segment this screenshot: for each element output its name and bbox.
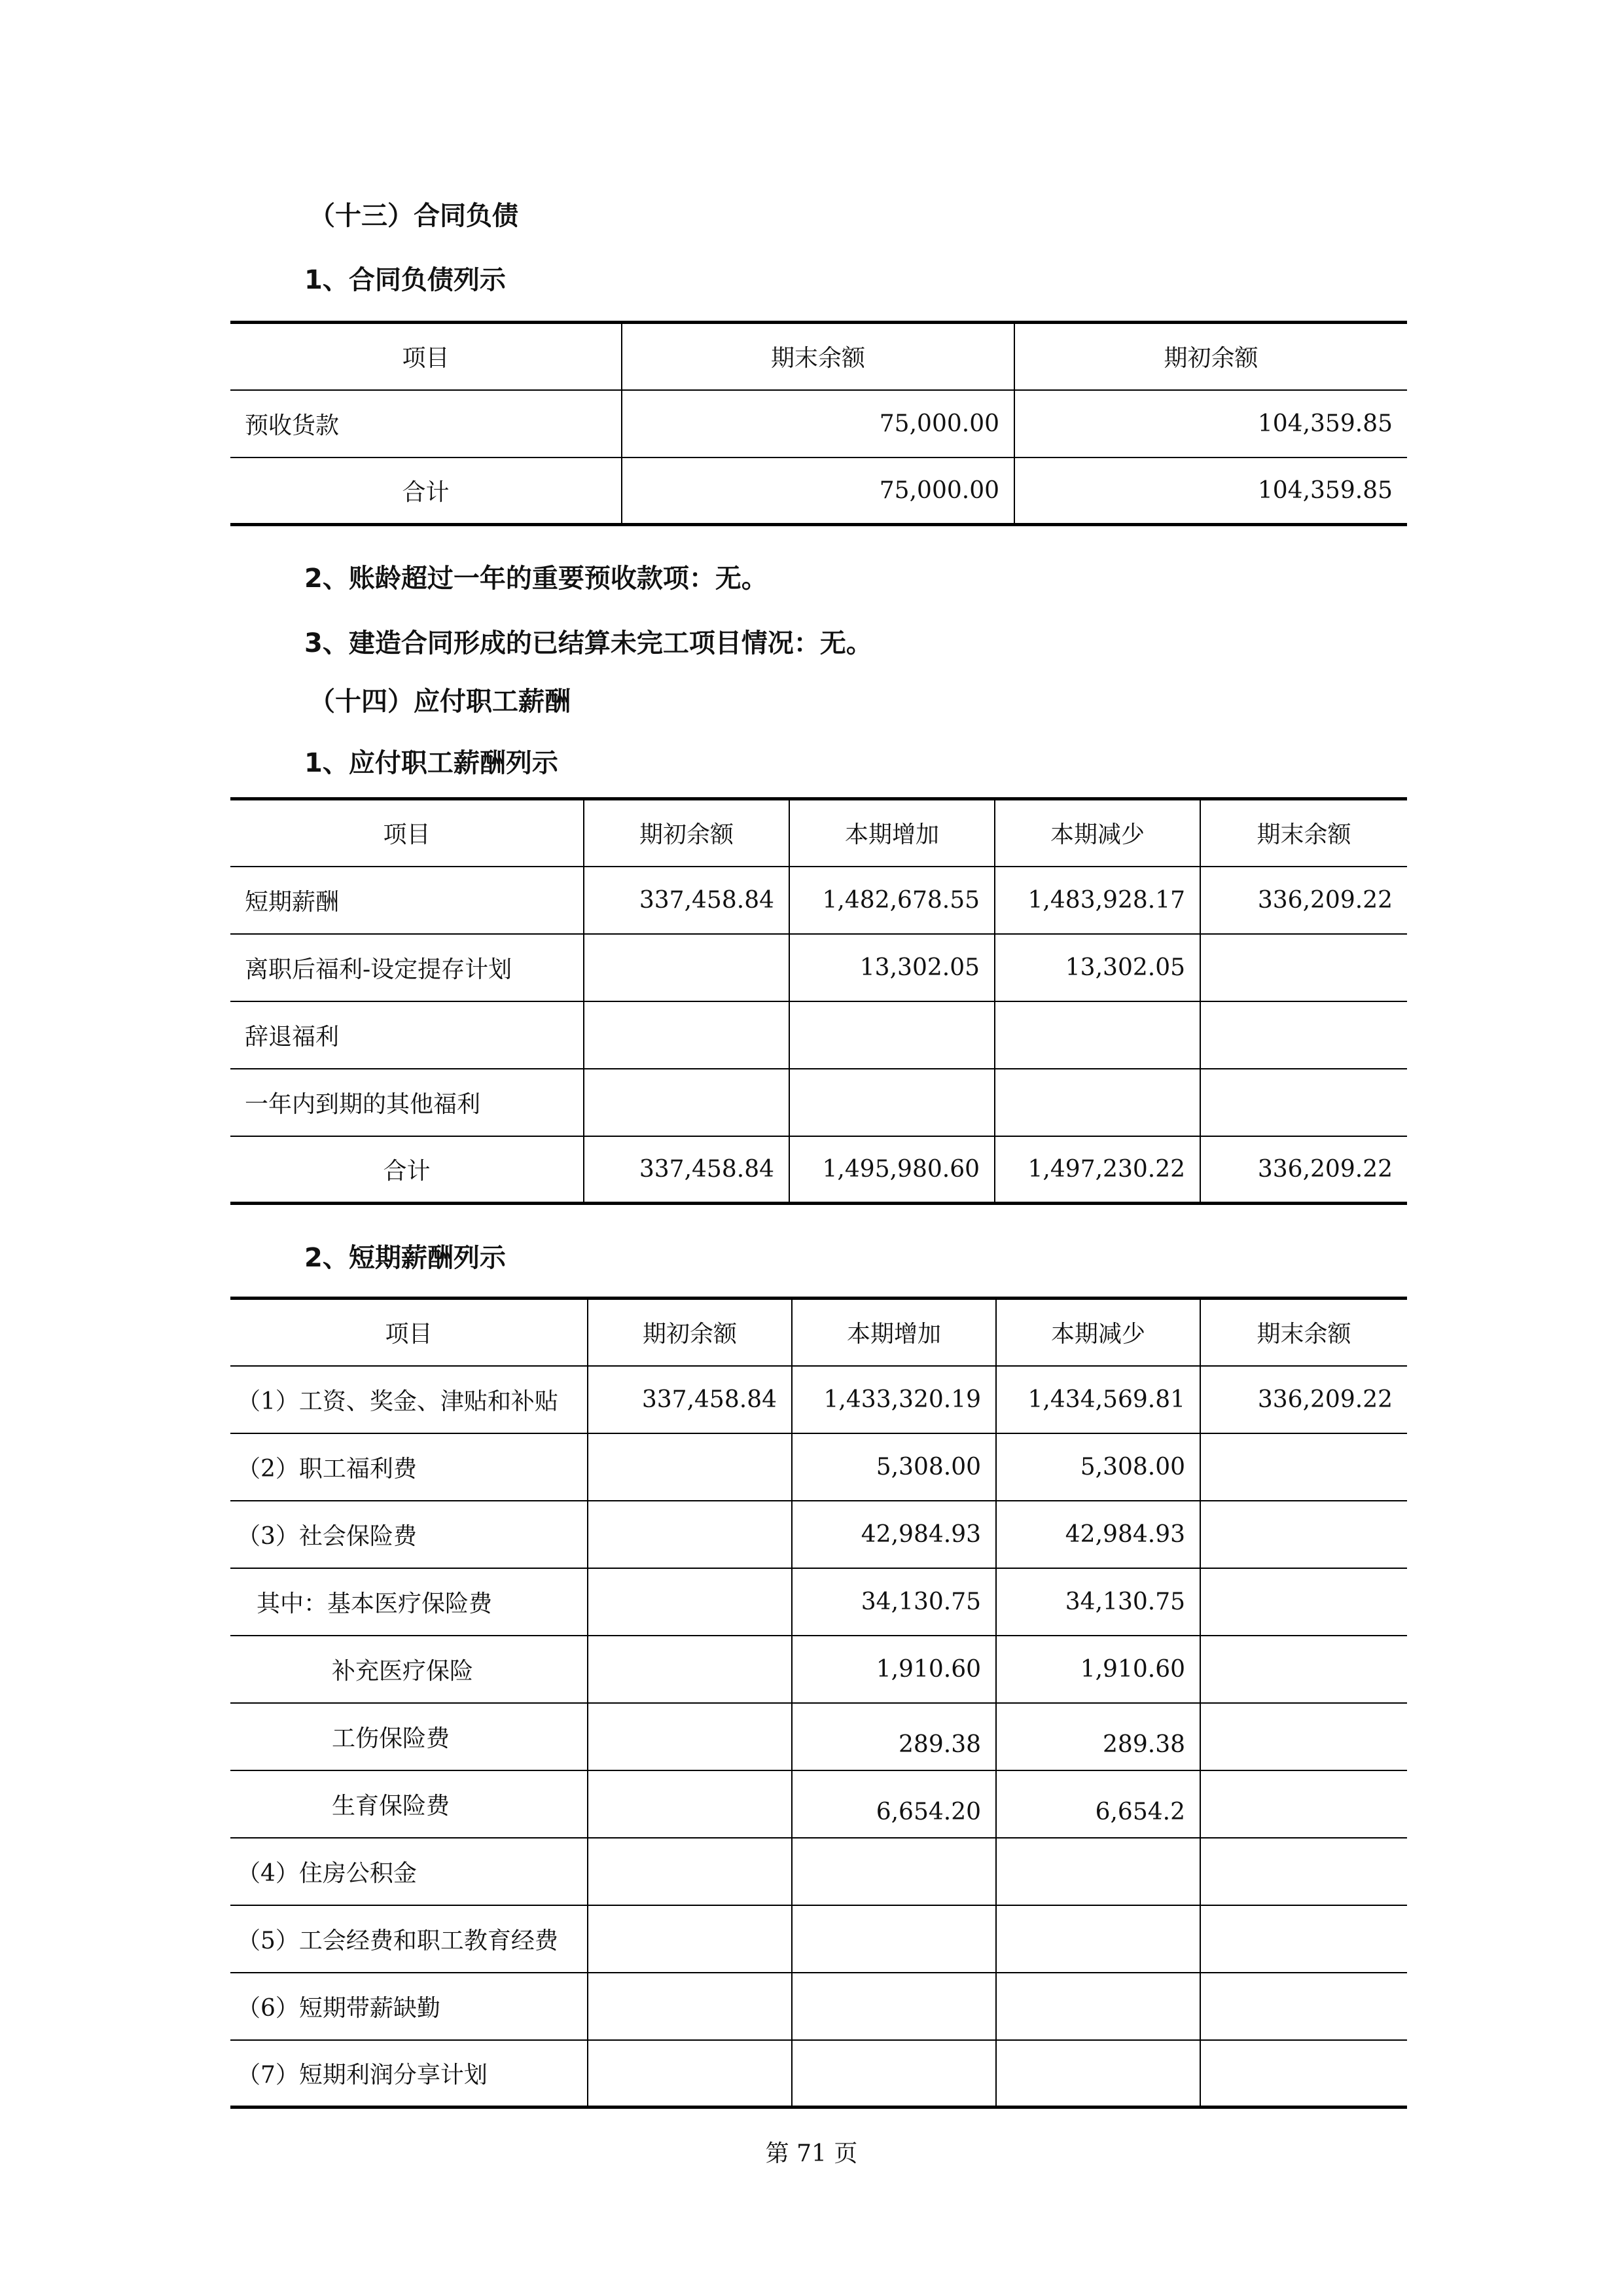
cell-value: 289.38 bbox=[792, 1703, 996, 1770]
payroll-table bbox=[230, 797, 1407, 1205]
row-label: 预收货款 bbox=[230, 390, 622, 457]
cell-value bbox=[996, 1838, 1200, 1905]
table-row bbox=[230, 867, 1407, 934]
contract-liabilities-subtitle: 1、合同负债列示 bbox=[304, 265, 506, 295]
row-label: 一年内到期的其他福利 bbox=[230, 1069, 584, 1136]
cell-value: 6,654.2 bbox=[996, 1770, 1200, 1838]
cell-value: 1,497,230.22 bbox=[995, 1136, 1200, 1204]
table-row bbox=[230, 1433, 1407, 1501]
cell-value: 42,984.93 bbox=[792, 1501, 996, 1568]
cell-value bbox=[792, 1973, 996, 2040]
table-row bbox=[230, 1770, 1407, 1838]
row-label: （2）职工福利费 bbox=[230, 1433, 588, 1501]
table-row bbox=[230, 1905, 1407, 1973]
contract-liabilities-table bbox=[230, 321, 1407, 526]
row-label: 其中：基本医疗保险费 bbox=[230, 1568, 588, 1636]
cell-value: 337,458.84 bbox=[588, 1366, 792, 1433]
row-label: 离职后福利-设定提存计划 bbox=[230, 934, 584, 1001]
cell-value bbox=[789, 1001, 995, 1069]
cell-value: 5,308.00 bbox=[792, 1433, 996, 1501]
cell-value bbox=[1200, 1973, 1407, 2040]
cell-value bbox=[996, 2040, 1200, 2108]
cell-value bbox=[995, 1069, 1200, 1136]
cell-value bbox=[588, 1433, 792, 1501]
table-row bbox=[230, 390, 1407, 457]
table-row bbox=[230, 1703, 1407, 1770]
cell-value bbox=[584, 1001, 789, 1069]
section-14-title: （十四）应付职工薪酬 bbox=[309, 687, 571, 717]
cell-value bbox=[1200, 1703, 1407, 1770]
row-label: 合计 bbox=[230, 457, 622, 525]
cell-value: 42,984.93 bbox=[996, 1501, 1200, 1568]
cell-value bbox=[1200, 1069, 1407, 1136]
row-label: （7）短期利润分享计划 bbox=[230, 2040, 588, 2108]
table-header-row bbox=[230, 323, 1407, 390]
cell-value bbox=[1200, 1838, 1407, 1905]
cell-value bbox=[1200, 1001, 1407, 1069]
table-row bbox=[230, 1366, 1407, 1433]
cell-value bbox=[588, 1703, 792, 1770]
table-header-row bbox=[230, 799, 1407, 867]
col-header-item: 项目 bbox=[230, 323, 622, 390]
row-label: 生育保险费 bbox=[230, 1770, 588, 1838]
cell-value: 13,302.05 bbox=[789, 934, 995, 1001]
row-label: 辞退福利 bbox=[230, 1001, 584, 1069]
cell-value bbox=[1200, 1501, 1407, 1568]
col-header-increase: 本期增加 bbox=[789, 799, 995, 867]
row-label: （6）短期带薪缺勤 bbox=[230, 1973, 588, 2040]
cell-value bbox=[995, 1001, 1200, 1069]
cell-value: 5,308.00 bbox=[996, 1433, 1200, 1501]
cell-value bbox=[1200, 1770, 1407, 1838]
cell-value bbox=[588, 1838, 792, 1905]
cell-value: 75,000.00 bbox=[622, 390, 1014, 457]
cell-value bbox=[588, 1636, 792, 1703]
cell-value bbox=[588, 2040, 792, 2108]
cell-value bbox=[1200, 934, 1407, 1001]
row-label: （4）住房公积金 bbox=[230, 1838, 588, 1905]
short-term-pay-subtitle: 2、短期薪酬列示 bbox=[304, 1243, 506, 1273]
cell-value bbox=[588, 1501, 792, 1568]
table-row bbox=[230, 1973, 1407, 2040]
cell-value: 336,209.22 bbox=[1200, 1136, 1407, 1204]
short-term-pay-table bbox=[230, 1297, 1407, 2109]
cell-value: 1,495,980.60 bbox=[789, 1136, 995, 1204]
table-row-total bbox=[230, 1136, 1407, 1204]
cell-value bbox=[996, 1905, 1200, 1973]
payroll-subtitle: 1、应付职工薪酬列示 bbox=[304, 748, 558, 778]
cell-value bbox=[588, 1905, 792, 1973]
section-13-title: （十三）合同负债 bbox=[309, 201, 518, 231]
cell-value: 336,209.22 bbox=[1200, 867, 1407, 934]
row-label: （5）工会经费和职工教育经费 bbox=[230, 1905, 588, 1973]
table-row bbox=[230, 1501, 1407, 1568]
cell-value: 1,434,569.81 bbox=[996, 1366, 1200, 1433]
col-header-item: 项目 bbox=[230, 799, 584, 867]
cell-value: 75,000.00 bbox=[622, 457, 1014, 525]
note-aged-advances: 2、账龄超过一年的重要预收款项：无。 bbox=[304, 564, 768, 594]
cell-value: 34,130.75 bbox=[996, 1568, 1200, 1636]
col-header-end-balance: 期末余额 bbox=[1200, 799, 1407, 867]
cell-value bbox=[588, 1568, 792, 1636]
cell-value bbox=[584, 934, 789, 1001]
cell-value: 1,910.60 bbox=[996, 1636, 1200, 1703]
note-construction-contracts: 3、建造合同形成的已结算未完工项目情况：无。 bbox=[304, 628, 872, 658]
table-row-total bbox=[230, 457, 1407, 525]
col-header-decrease: 本期减少 bbox=[996, 1299, 1200, 1366]
col-header-begin-balance: 期初余额 bbox=[588, 1299, 792, 1366]
row-label: （3）社会保险费 bbox=[230, 1501, 588, 1568]
cell-value: 104,359.85 bbox=[1014, 390, 1407, 457]
cell-value bbox=[588, 1770, 792, 1838]
table-row bbox=[230, 1568, 1407, 1636]
cell-value: 1,910.60 bbox=[792, 1636, 996, 1703]
col-header-item: 项目 bbox=[230, 1299, 588, 1366]
cell-value: 1,483,928.17 bbox=[995, 867, 1200, 934]
col-header-decrease: 本期减少 bbox=[995, 799, 1200, 867]
cell-value bbox=[584, 1069, 789, 1136]
page-number: 第 71 页 bbox=[765, 2140, 858, 2167]
cell-value: 1,482,678.55 bbox=[789, 867, 995, 934]
row-label: 短期薪酬 bbox=[230, 867, 584, 934]
row-label: 补充医疗保险 bbox=[230, 1636, 588, 1703]
row-label: （1）工资、奖金、津贴和补贴 bbox=[230, 1366, 588, 1433]
table-row bbox=[230, 1838, 1407, 1905]
cell-value bbox=[1200, 1636, 1407, 1703]
cell-value bbox=[588, 1973, 792, 2040]
row-label: 工伤保险费 bbox=[230, 1703, 588, 1770]
table-row bbox=[230, 1001, 1407, 1069]
cell-value bbox=[996, 1973, 1200, 2040]
cell-value bbox=[792, 2040, 996, 2108]
cell-value bbox=[789, 1069, 995, 1136]
cell-value: 6,654.20 bbox=[792, 1770, 996, 1838]
table-header-row bbox=[230, 1299, 1407, 1366]
col-header-begin-balance: 期初余额 bbox=[584, 799, 789, 867]
col-header-end-balance: 期末余额 bbox=[1200, 1299, 1407, 1366]
row-label: 合计 bbox=[230, 1136, 584, 1204]
cell-value bbox=[792, 1905, 996, 1973]
cell-value: 336,209.22 bbox=[1200, 1366, 1407, 1433]
col-header-end-balance: 期末余额 bbox=[622, 323, 1014, 390]
table-row bbox=[230, 2040, 1407, 2108]
cell-value bbox=[1200, 2040, 1407, 2108]
cell-value: 337,458.84 bbox=[584, 1136, 789, 1204]
cell-value bbox=[792, 1838, 996, 1905]
cell-value bbox=[1200, 1905, 1407, 1973]
col-header-increase: 本期增加 bbox=[792, 1299, 996, 1366]
cell-value bbox=[1200, 1568, 1407, 1636]
cell-value: 34,130.75 bbox=[792, 1568, 996, 1636]
cell-value: 289.38 bbox=[996, 1703, 1200, 1770]
table-row bbox=[230, 1636, 1407, 1703]
cell-value: 1,433,320.19 bbox=[792, 1366, 996, 1433]
table-row bbox=[230, 934, 1407, 1001]
cell-value: 104,359.85 bbox=[1014, 457, 1407, 525]
cell-value: 337,458.84 bbox=[584, 867, 789, 934]
col-header-begin-balance: 期初余额 bbox=[1014, 323, 1407, 390]
cell-value: 13,302.05 bbox=[995, 934, 1200, 1001]
cell-value bbox=[1200, 1433, 1407, 1501]
table-row bbox=[230, 1069, 1407, 1136]
